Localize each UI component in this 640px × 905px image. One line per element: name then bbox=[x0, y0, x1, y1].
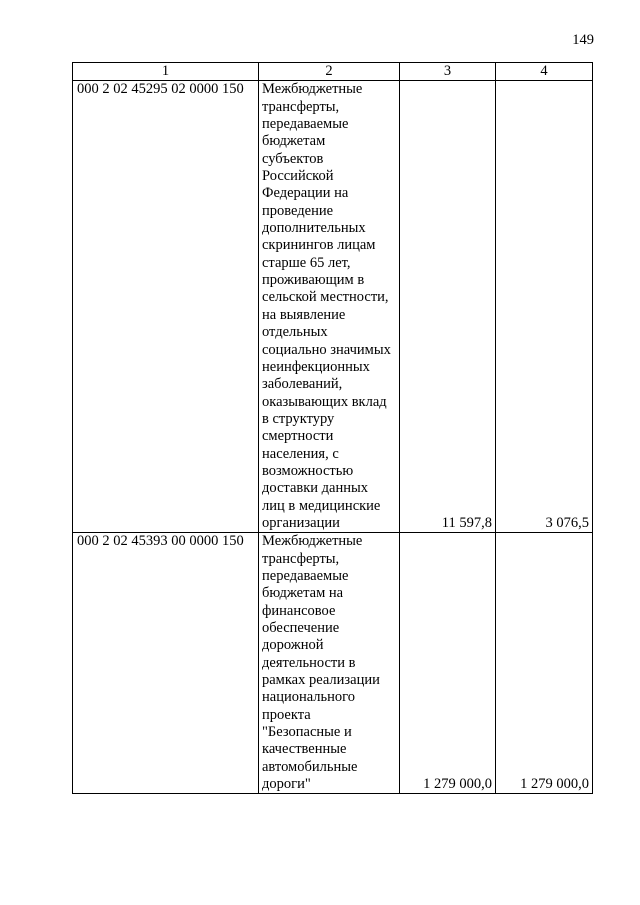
table-row bbox=[73, 533, 593, 794]
column-header-2: 2 bbox=[259, 63, 400, 81]
value-column-3: 1 279 000,0 bbox=[400, 533, 496, 794]
value-column-4: 3 076,5 bbox=[496, 81, 593, 533]
value-column-4: 1 279 000,0 bbox=[496, 533, 593, 794]
budget-table bbox=[72, 62, 593, 794]
column-header-3: 3 bbox=[400, 63, 496, 81]
budget-code: 000 2 02 45295 02 0000 150 bbox=[73, 81, 259, 533]
page-number: 149 bbox=[572, 32, 594, 48]
value-column-3: 11 597,8 bbox=[400, 81, 496, 533]
header-row bbox=[73, 63, 593, 81]
description: Межбюджетные трансферты, передаваемые бюджетам субъектов Российской Федерации на проведение дополнительных скринингов лицам старше 65 лет, проживающим в сельской местности, на выявление отдельных социально значимых неинфекционных заболеваний, оказывающих вклад в структуру смертности населения, с возможностью доставки данных лиц в медицинские организации bbox=[259, 81, 400, 533]
description: Межбюджетные трансферты, передаваемые бюджетам на финансовое обеспечение дорожной деятельности в рамках реализации национального проекта "Безопасные и качественные автомобильные дороги" bbox=[259, 533, 400, 794]
column-header-4: 4 bbox=[496, 63, 593, 81]
budget-code: 000 2 02 45393 00 0000 150 bbox=[73, 533, 259, 794]
table-row bbox=[73, 81, 593, 533]
column-header-1: 1 bbox=[73, 63, 259, 81]
